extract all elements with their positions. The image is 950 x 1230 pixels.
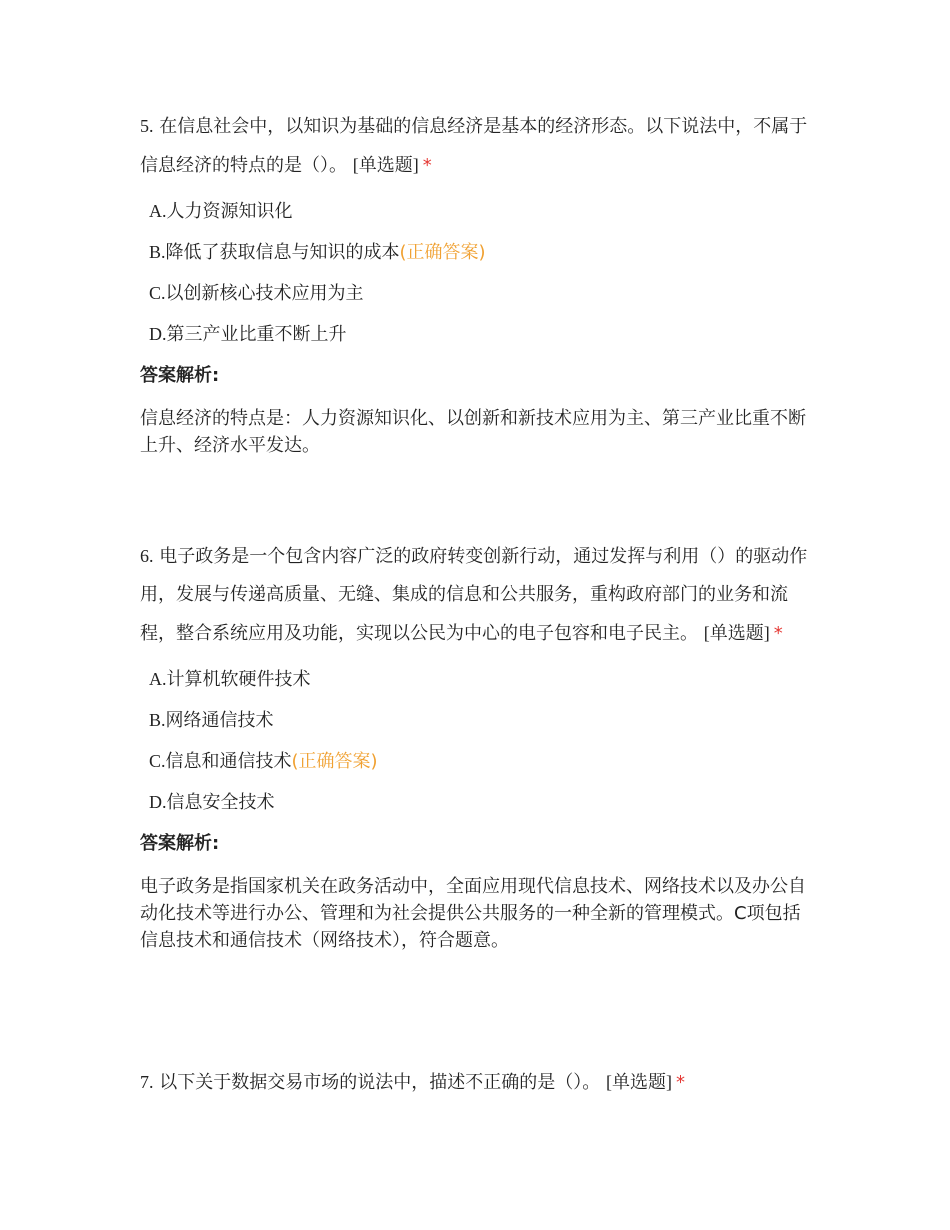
question-stem [140,107,812,185]
question-number: 7. [140,1072,154,1092]
option-text: 网络通信技术 [165,710,274,731]
option-text: 降低了获取信息与知识的成本 [165,242,400,263]
option-list [140,191,812,355]
option-c [140,273,812,314]
option-text: 以创新核心技术应用为主 [165,283,364,304]
analysis-title: 答案解析: [140,365,220,386]
option-text: 第三产业比重不断上升 [166,324,347,345]
analysis-text: 电子政务是指国家机关在政务活动中，全面应用现代信息技术、网络技术以及办公自动化技术等进行办公、管理和为社会提供公共服务的一种全新的管理模式。C项包括信息技术和通信技术（网络技术），符合题意。 [140,876,806,951]
option-text: 人力资源知识化 [166,201,293,222]
option-letter: D. [149,324,167,344]
required-mark: * [422,155,432,176]
option-a [140,191,812,232]
question-type: [单选题] [703,623,770,643]
option-letter: B. [149,242,166,262]
question-text: 以下关于数据交易市场的说法中，描述不正确的是（）。 [159,1072,601,1093]
question-5 [140,107,812,459]
question-number: 6. [140,546,154,566]
option-text: 信息和通信技术 [165,751,292,772]
question-type: [单选题] [605,1072,672,1092]
analysis-text: 信息经济的特点是：人力资源知识化、以创新和新技术应用为主、第三产业比重不断上升、经济水平发达。 [140,408,806,456]
option-c [140,741,812,782]
option-d [140,782,812,823]
question-number: 5. [140,116,154,136]
required-mark: * [773,623,783,644]
option-letter: C. [149,283,166,303]
option-letter: C. [149,751,166,771]
required-mark: * [675,1072,685,1093]
option-letter: A. [149,669,167,689]
option-letter: D. [149,792,167,812]
option-letter: B. [149,710,166,730]
question-text: 电子政务是一个包含内容广泛的政府转变创新行动，通过发挥与利用（）的驱动作用，发展与传递高质量、无缝、集成的信息和公共服务，重构政府部门的业务和流程，整合系统应用及功能，实现以公民为中心的电子包容和电子民主。 [140,546,808,644]
correct-answer-tag: (正确答案) [291,751,378,772]
option-a [140,659,812,700]
option-letter: A. [149,201,167,221]
question-type: [单选题] [352,155,419,175]
question-stem [140,537,812,653]
option-b [140,700,812,741]
question-6 [140,537,812,954]
option-list [140,659,812,823]
analysis-title: 答案解析: [140,833,220,854]
option-text: 信息安全技术 [166,792,275,813]
question-7 [140,1063,812,1102]
correct-answer-tag: (正确答案) [399,242,486,263]
question-text: 在信息社会中，以知识为基础的信息经济是基本的经济形态。以下说法中，不属于信息经济的特点的是（）。 [140,116,808,176]
option-b [140,232,812,273]
option-d [140,314,812,355]
option-text: 计算机软硬件技术 [166,669,311,690]
question-stem [140,1063,812,1102]
